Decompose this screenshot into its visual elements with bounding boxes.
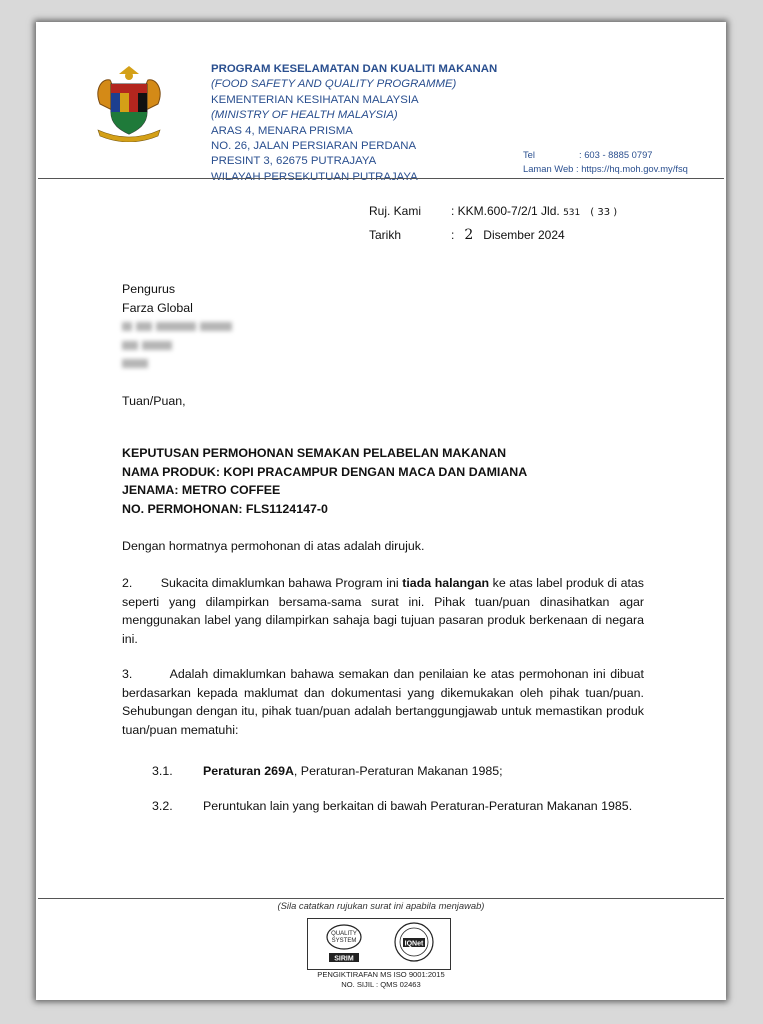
ruj-label: Ruj. Kami — [369, 204, 422, 218]
paragraph-2 — [122, 574, 644, 648]
paragraph-bold-text: tiada halangan — [402, 576, 490, 590]
recipient-title: Pengurus — [122, 282, 176, 296]
header-line: PROGRAM KESELAMATAN DAN KUALITI MAKANAN — [211, 63, 498, 75]
header-line: NO. 26, JALAN PERSIARAN PERDANA — [211, 140, 417, 153]
recipient-address — [122, 280, 644, 373]
ruj-handwritten-volume: ( 33 ) — [590, 207, 618, 218]
tarikh-colon: : — [451, 228, 455, 242]
opening-paragraph: Dengan hormatnya permohonan di atas adalah dirujuk. — [122, 539, 425, 553]
badge-quality-text: QUALITY — [331, 931, 357, 937]
badge-sirim-text: SIRIM — [334, 955, 354, 963]
salutation: Tuan/Puan, — [122, 394, 186, 408]
item-text: , Peraturan-Peraturan Makanan 1985; — [293, 764, 503, 778]
header-divider — [38, 178, 724, 179]
ruj-value: : KKM.600-7/2/1 Jld. — [451, 204, 560, 218]
tarikh-label: Tarikh — [369, 228, 402, 242]
item-3-2-text: Peruntukan lain yang berkaitan di bawah Peraturan-Peraturan Makanan 1985. — [203, 799, 633, 813]
cert-line: NO. SIJIL : QMS 02463 — [341, 980, 421, 989]
footer-note: (Sila catatkan rujukan surat ini apabila menjawab) — [277, 900, 485, 911]
contact-block — [523, 148, 688, 176]
header-line: (MINISTRY OF HEALTH MALAYSIA) — [211, 109, 398, 122]
paragraph-number: 2. — [122, 576, 133, 590]
header-line: (FOOD SAFETY AND QUALITY PROGRAMME) — [211, 78, 457, 91]
recipient-company: Farza Global — [122, 300, 193, 315]
subject-line: KEPUTUSAN PERMOHONAN SEMAKAN PELABELAN MAKANAN — [122, 446, 507, 460]
item-number: 3.1. — [152, 764, 173, 778]
tel-value: : 603 - 8885 0797 — [579, 149, 653, 160]
ruj-handwritten-number: 531 — [563, 208, 581, 218]
subject-line: NO. PERMOHONAN: FLS1124147-0 — [122, 501, 328, 516]
certification-badges — [307, 918, 451, 970]
badge-iqnet-text: IQNet — [404, 940, 424, 948]
header-line: WILAYAH PERSEKUTUAN PUTRAJAYA — [211, 170, 418, 183]
subject-line: NAMA PRODUK: KOPI PRACAMPUR DENGAN MACA DAN DAMIANA — [122, 464, 528, 479]
redacted-address-line — [122, 317, 644, 336]
letter-page — [36, 22, 726, 1000]
paragraph-text: ke atas label produk di atas seperti yang dilampirkan bersama-sama surat ini. Pihak tuan/puan dinasihatkan agar menggunakan label yang dilampirkan sahaja bagi tujuan pasaran produk berkenaan di negara ini. — [122, 576, 644, 646]
paragraph-text: Sukacita dimaklumkan bahawa Program ini — [160, 576, 403, 590]
header-address-block — [211, 62, 497, 185]
badge-system-text: SYSTEM — [331, 938, 357, 944]
tarikh-handwritten-day: 2 — [464, 227, 474, 243]
subject-block — [122, 444, 644, 518]
tel-label: Tel — [523, 149, 535, 160]
malaysia-coat-of-arms-icon — [92, 64, 166, 142]
item-3-1-text — [203, 762, 503, 781]
redacted-address-line — [122, 336, 644, 355]
subject-line: JENAMA: METRO COFFEE — [122, 483, 281, 497]
web-label: Laman Web — [523, 163, 574, 174]
header-line: ARAS 4, MENARA PRISMA — [211, 124, 353, 137]
paragraph-number: 3. — [122, 667, 133, 681]
paragraph-text: Adalah dimaklumkan bahawa semakan dan penilaian ke atas permohonan ini dibuat berdasarkan kepada maklumat dan dokumentasi yang dikemukakan oleh pihak tuan/puan. Sehubungan dengan itu, pihak tuan/puan adalah bertanggungjawab untuk memastikan produk tuan/puan mematuhi: — [122, 667, 644, 737]
redacted-address-line — [122, 354, 644, 373]
item-number: 3.2. — [152, 799, 173, 813]
header-line: KEMENTERIAN KESIHATAN MALAYSIA — [211, 93, 419, 106]
tarikh-value: Disember 2024 — [483, 228, 565, 242]
certification-caption — [36, 970, 726, 990]
reference-block — [369, 200, 617, 246]
paragraph-3 — [122, 665, 644, 739]
cert-line: PENGIKTIRAFAN MS ISO 9001:2015 — [317, 970, 445, 979]
footer-divider — [38, 898, 724, 899]
iqnet-icon — [395, 923, 433, 961]
sirim-quality-system-icon — [327, 925, 361, 963]
certification-badges-icon — [308, 919, 450, 969]
web-value: : https://hq.moh.gov.my/fsq — [576, 163, 688, 174]
item-bold-text: Peraturan 269A — [203, 764, 294, 778]
header-line: PRESINT 3, 62675 PUTRAJAYA — [211, 155, 377, 168]
